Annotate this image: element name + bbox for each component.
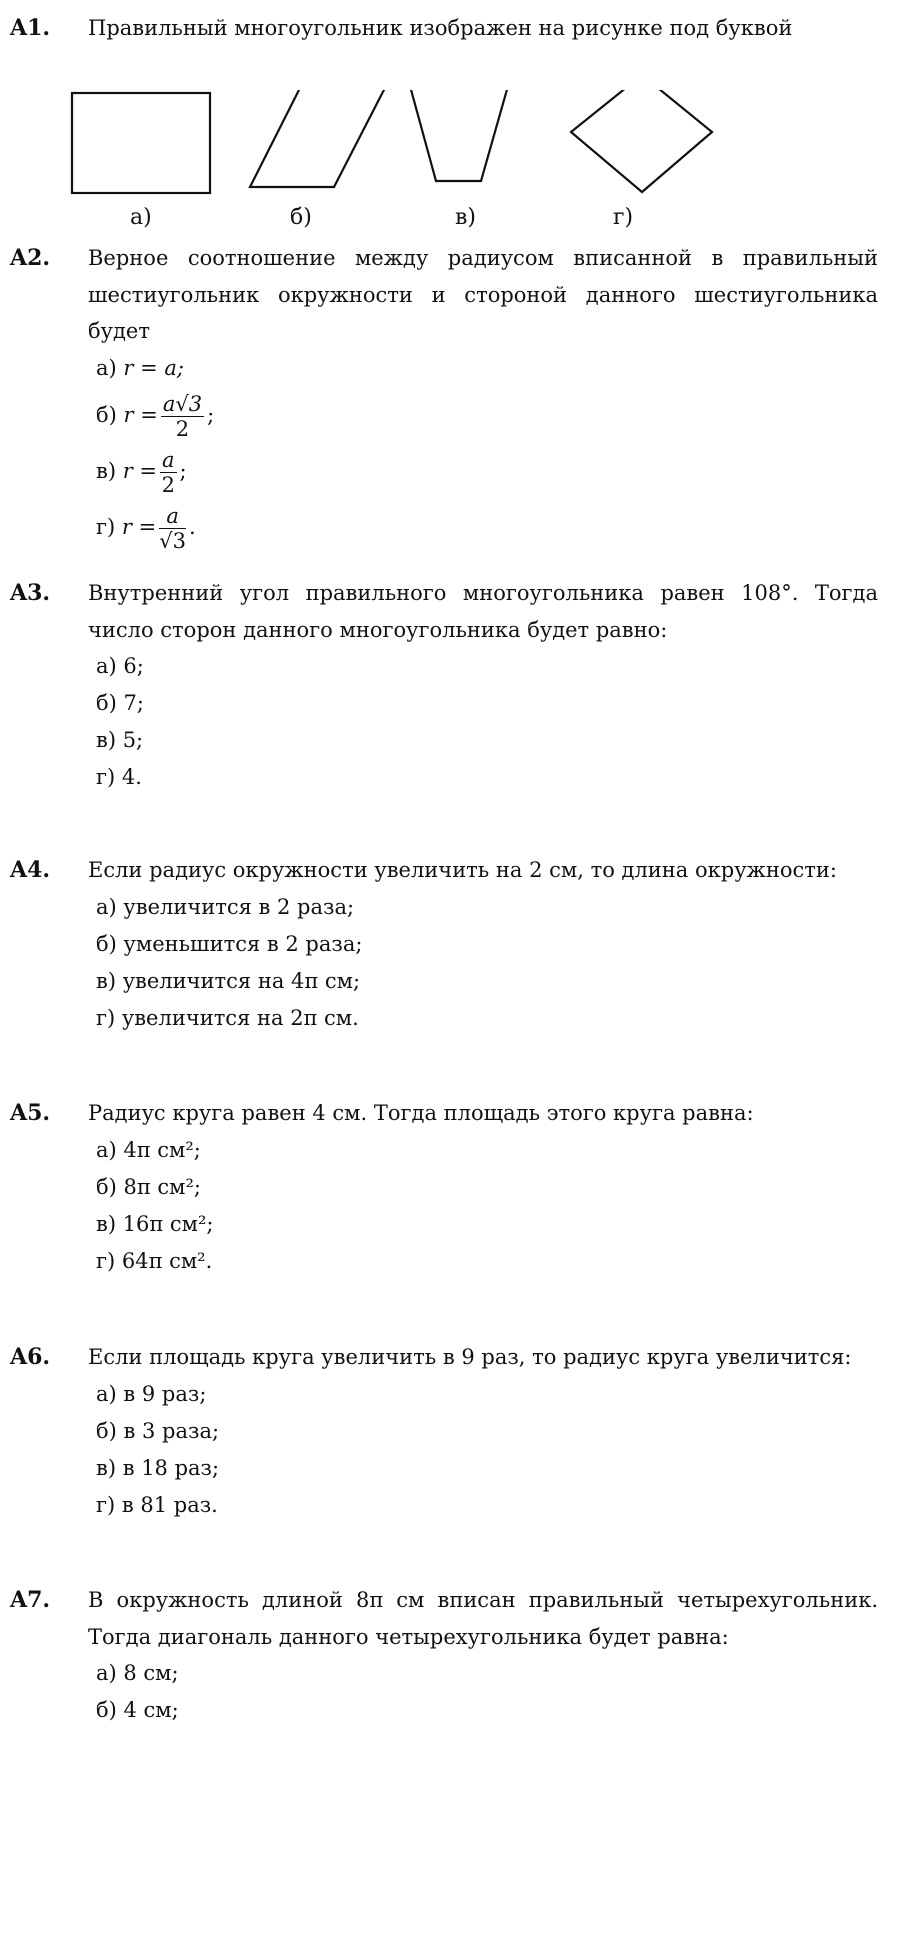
answer-option: а) 4π см²;: [96, 1137, 201, 1162]
question-a1: [0, 10, 897, 230]
answer-option: г) 64π см².: [96, 1248, 213, 1273]
figure-label-a: а): [130, 205, 152, 230]
question-text: Верное соотношение между радиусом вписанной в правильный шестиугольник окружности и стороной данного шестиугольника будет: [88, 246, 878, 343]
answer-option: а) 6;: [96, 654, 144, 678]
question-number: A6.: [10, 1344, 51, 1370]
question-a6: [0, 1339, 897, 1524]
question-number: A2.: [10, 245, 51, 271]
answer-option: б) в 3 раза;: [96, 1418, 220, 1443]
answer-option: г) увеличится на 2π см.: [96, 1005, 359, 1030]
question-text: Правильный многоугольник изображен на рисунке под буквой: [88, 16, 793, 40]
question-text: Внутренний угол правильного многоугольника равен 108°. Тогда число сторон данного многоугольника будет равно:: [88, 581, 878, 642]
question-a5: [0, 1095, 897, 1280]
question-number: A1.: [10, 15, 51, 41]
question-number: A5.: [10, 1100, 51, 1126]
parallelogram-figure: [250, 90, 388, 187]
answer-option: б) уменьшится в 2 раза;: [96, 931, 363, 956]
answer-option: г) в 81 раз.: [96, 1492, 218, 1517]
answer-option: в) 16π см²;: [96, 1211, 214, 1236]
question-a3: [0, 575, 897, 796]
rhombus-figure: [571, 90, 712, 192]
fraction: $\frac{a}{2}$: [161, 447, 175, 497]
answer-option: а) в 9 раз;: [96, 1381, 207, 1406]
question-a2: [0, 240, 897, 555]
polygon-figures: [0, 90, 897, 210]
question-a7: [0, 1582, 897, 1729]
answer-option: в) 5;: [96, 728, 144, 752]
question-text: Радиус круга равен 4 см. Тогда площадь этого круга равна:: [88, 1101, 754, 1125]
answer-option: в) в 18 раз;: [96, 1455, 220, 1480]
fraction: $\frac{a√3}{2}$: [162, 391, 203, 441]
answer-option: в) увеличится на 4π см;: [96, 968, 361, 993]
figure-label-v: в): [455, 205, 476, 230]
question-number: A4.: [10, 857, 51, 883]
answer-option: а) 8 см;: [96, 1661, 179, 1685]
fraction: $\frac{a}{√3}$: [159, 503, 186, 553]
question-text: Если площадь круга увеличить в 9 раз, то радиус круга увеличится:: [88, 1345, 852, 1369]
answer-option: б) r = $\frac{a√3}{2}$ ;: [96, 391, 215, 441]
figures: [0, 90, 897, 250]
answer-option: а) r = a;: [96, 355, 184, 380]
figure-label-b: б): [290, 205, 312, 230]
answer-option: в) r = $\frac{a}{2}$ ;: [96, 447, 187, 497]
answer-option: б) 7;: [96, 691, 144, 715]
answer-option: г) 4.: [96, 765, 142, 789]
question-number: A7.: [10, 1587, 51, 1613]
question-number: A3.: [10, 580, 51, 606]
answer-option: б) 8π см²;: [96, 1174, 201, 1199]
answer-option: а) увеличится в 2 раза;: [96, 894, 355, 919]
question-text: Если радиус окружности увеличить на 2 см, то длина окружности:: [88, 858, 837, 882]
question-a4: [0, 852, 897, 1037]
question-text: В окружность длиной 8π см вписан правильный четырехугольник. Тогда диагональ данного четырехугольника будет равна:: [88, 1588, 878, 1649]
answer-option: б) 4 см;: [96, 1698, 179, 1722]
rectangle-figure: [72, 93, 210, 193]
trapezoid-figure: [410, 90, 508, 181]
figure-label-g: г): [613, 205, 634, 230]
answer-option: г) r = $\frac{a}{√3}$ .: [96, 503, 196, 553]
